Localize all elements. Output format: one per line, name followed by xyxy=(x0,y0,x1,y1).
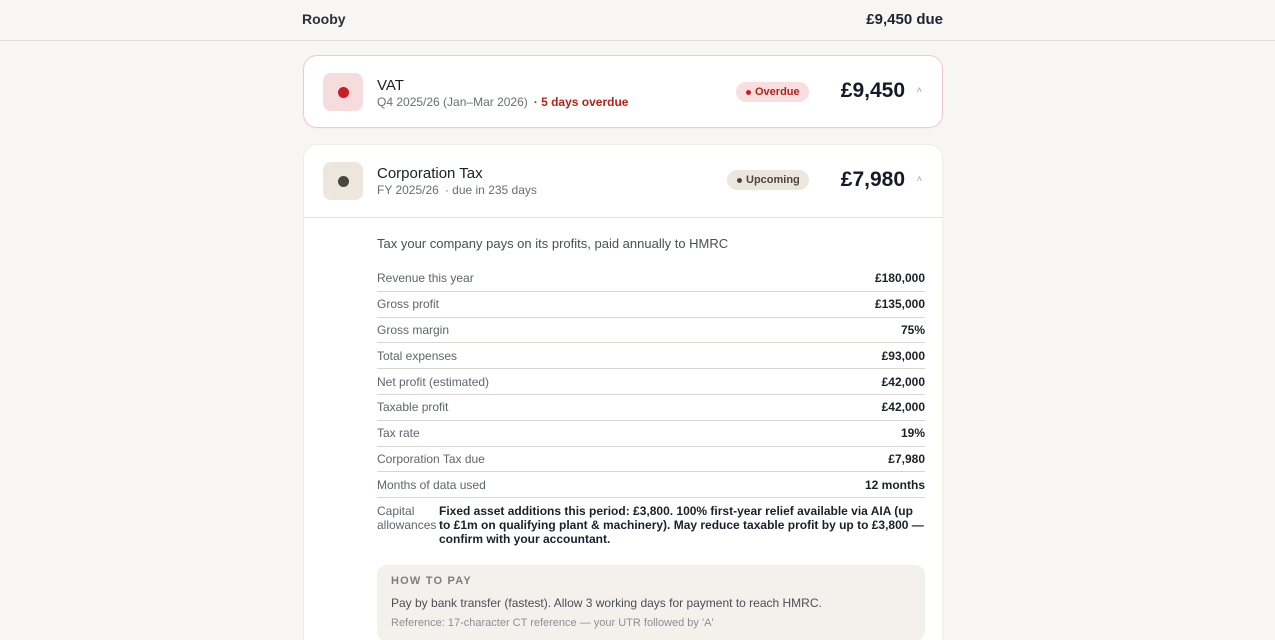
detail-row xyxy=(377,369,925,395)
detail-label: Gross margin xyxy=(377,322,450,337)
top-bar xyxy=(0,0,1275,41)
tax-card-vat[interactable] xyxy=(303,55,943,128)
ct-status-icon-box xyxy=(323,162,363,200)
capital-allowances-value: Fixed asset additions this period: £3,800. 100% first-year relief available via AIA (up to £1m on qualifying plant & machinery). May reduce taxable profit by up to £3,800 — confirm with your accountant. xyxy=(439,504,924,547)
dot-icon xyxy=(338,176,349,187)
detail-value: £135,000 xyxy=(874,297,925,312)
badge-dot-icon xyxy=(737,178,742,183)
detail-label: Tax rate xyxy=(377,426,420,441)
detail-label: Total expenses xyxy=(377,348,458,363)
tax-period: Q4 2025/26 (Jan–Mar 2026) xyxy=(377,95,528,109)
detail-value: £7,980 xyxy=(888,451,925,466)
status-badge-label: Upcoming xyxy=(746,174,800,186)
detail-value: £42,000 xyxy=(881,374,925,389)
tax-name: Corporation Tax xyxy=(377,165,483,182)
vat-status-icon-box xyxy=(323,73,363,111)
expand-chevron-icon[interactable]: ˄ xyxy=(916,85,922,95)
detail-row xyxy=(377,447,925,473)
detail-value: 75% xyxy=(900,322,925,337)
capital-allowances-row xyxy=(377,498,925,546)
brand-name: Rooby xyxy=(302,11,346,27)
detail-label: Months of data used xyxy=(377,477,486,492)
detail-row xyxy=(377,343,925,369)
status-badge-upcoming xyxy=(727,170,809,190)
tax-status-text: · 5 days overdue xyxy=(533,95,629,109)
detail-value: £180,000 xyxy=(874,271,925,286)
detail-row xyxy=(377,421,925,447)
tax-amount: £7,980 xyxy=(840,168,905,191)
tax-amount: £9,450 xyxy=(840,79,905,102)
detail-label: Gross profit xyxy=(377,297,440,312)
status-badge-label: Overdue xyxy=(755,86,800,98)
detail-row xyxy=(377,395,925,421)
detail-row xyxy=(377,472,925,498)
tax-description: Tax your company pays on its profits, paid annually to HMRC xyxy=(377,236,729,251)
tax-period: FY 2025/26 xyxy=(377,183,439,197)
badge-dot-icon xyxy=(746,90,751,95)
tax-period-line xyxy=(377,183,537,197)
detail-row xyxy=(377,292,925,318)
collapse-chevron-icon[interactable]: ˄ xyxy=(916,174,922,184)
capital-allowances-label: Capital allowances xyxy=(377,504,437,533)
detail-label: Corporation Tax due xyxy=(377,451,485,466)
detail-label: Taxable profit xyxy=(377,400,449,415)
tax-card-corporation-tax[interactable] xyxy=(303,144,943,640)
detail-value: £42,000 xyxy=(881,400,925,415)
detail-value: 12 months xyxy=(864,477,925,492)
how-to-pay-text: Pay by bank transfer (fastest). Allow 3 working days for payment to reach HMRC. xyxy=(391,596,822,610)
how-to-pay-title: HOW TO PAY xyxy=(391,575,472,587)
dot-icon xyxy=(338,87,349,98)
how-to-pay-panel xyxy=(377,565,925,640)
detail-value: 19% xyxy=(900,426,925,441)
detail-label: Net profit (estimated) xyxy=(377,374,490,389)
detail-label: Revenue this year xyxy=(377,271,474,286)
detail-value: £93,000 xyxy=(881,348,925,363)
tax-period-line xyxy=(377,95,628,109)
divider xyxy=(304,217,942,218)
payment-reference: Reference: 17-character CT reference — your UTR followed by 'A' xyxy=(391,617,714,629)
status-badge-overdue xyxy=(736,82,809,102)
detail-row xyxy=(377,318,925,344)
detail-row xyxy=(377,266,925,292)
tax-name: VAT xyxy=(377,77,404,94)
details-table xyxy=(377,266,925,546)
total-due: £9,450 due xyxy=(866,11,943,28)
tax-status-text: · due in 235 days xyxy=(444,183,537,197)
